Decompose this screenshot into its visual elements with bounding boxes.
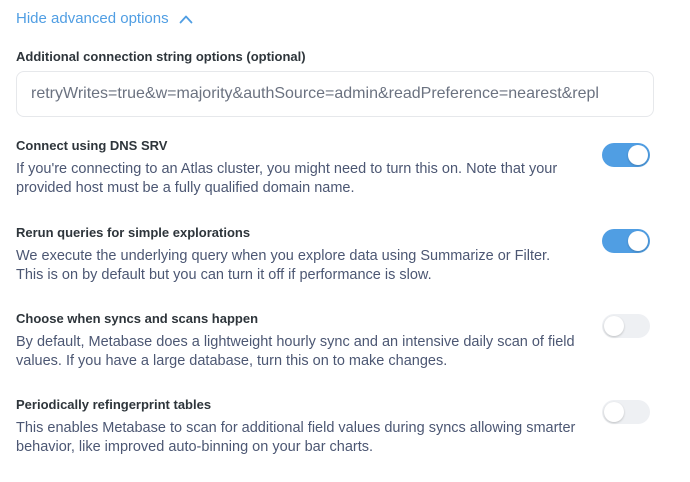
sync-schedule-toggle[interactable] [602, 314, 650, 338]
toggle-knob [604, 316, 624, 336]
chevron-up-icon [179, 14, 193, 24]
rerun-queries-toggle[interactable] [602, 229, 650, 253]
dns-srv-toggle[interactable] [602, 143, 650, 167]
setting-description: This enables Metabase to scan for additional field values during syncs allowing smarter behavior, like improved auto-binning on your bar charts. [16, 420, 576, 455]
hide-advanced-options-label: Hide advanced options [16, 10, 169, 27]
setting-description: If you're connecting to an Atlas cluster, you might need to turn this on. Note that your provided host must be a fully qualified domain name. [16, 161, 558, 196]
setting-title: Connect using DNS SRV [16, 138, 168, 153]
toggle-knob [628, 145, 648, 165]
setting-description: We execute the underlying query when you explore data using Summarize or Filter. This is on by default but you can turn it off if performance is slow. [16, 248, 551, 283]
connection-options-input[interactable] [16, 71, 654, 117]
hide-advanced-options-link[interactable] [16, 10, 193, 27]
refingerprint-toggle[interactable] [602, 400, 650, 424]
setting-description: By default, Metabase does a lightweight hourly sync and an intensive daily scan of field values. If you have a large database, turn this on to make changes. [16, 334, 575, 369]
setting-dns-srv [16, 138, 676, 198]
toggle-knob [628, 231, 648, 251]
setting-rerun-queries [16, 225, 676, 285]
setting-title: Rerun queries for simple explorations [16, 225, 251, 240]
connection-options-label: Additional connection string options (optional) [16, 49, 306, 64]
setting-sync-schedule [16, 311, 676, 371]
toggle-knob [604, 402, 624, 422]
setting-refingerprint [16, 397, 676, 457]
setting-title: Choose when syncs and scans happen [16, 311, 259, 326]
setting-title: Periodically refingerprint tables [16, 397, 212, 412]
